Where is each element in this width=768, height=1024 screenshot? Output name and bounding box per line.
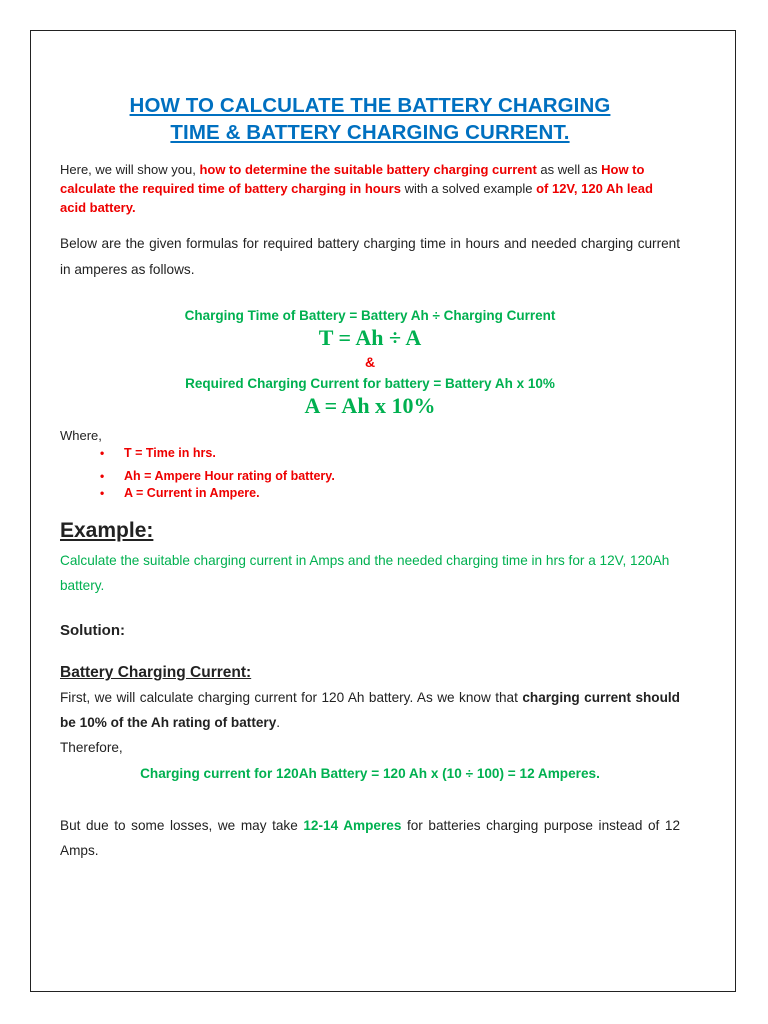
intro-text-1: Here, we will show you, [60,162,200,177]
intro-text-2: as well as [536,162,602,177]
list-item [100,468,680,485]
intro-highlight-2: How to calculate the required time of battery charging in hours [60,162,645,196]
list-item-text: Ah = Ampere Hour rating of battery. [124,469,335,483]
list-item-text: A = Current in Ampere. [124,486,260,500]
intro-highlight-1: how to determine the suitable battery charging current [199,162,537,177]
time-formula-label: Charging Time of Battery = Battery Ah ÷ Charging Current [184,308,556,323]
list-item-text: T = Time in hrs. [124,446,216,460]
formula-intro: Below are the given formulas for required battery charging time in hours and needed charging current in amperes as follows. [60,236,680,277]
time-formula-equation: T = Ah ÷ A [318,325,422,350]
charging-current-heading: Battery Charging Current: [60,664,252,681]
solution-bold-text: charging current should be 10% of the Ah rating of battery [60,690,680,730]
bullet-icon: • [100,469,105,483]
variable-list [60,445,680,502]
current-formula-equation: A = Ah x 10% [304,393,436,418]
therefore-text: Therefore, [60,740,123,755]
losses-paragraph [60,813,680,863]
intro-text-3: with a solved example [400,181,537,196]
losses-text-1: But due to some losses, we may take [60,818,304,833]
losses-text-2: for batteries charging purpose instead of 12 Amps. [60,818,681,858]
example-text: Calculate the suitable charging current in Amps and the needed charging time in hrs for a 12V, 120Ah battery. [60,553,670,593]
solution-paragraph [60,685,680,760]
calculation-line: Charging current for 120Ah Battery = 120 Ah x (10 ÷ 100) = 12 Amperes. [140,766,600,781]
current-formula-label: Required Charging Current for battery = Battery Ah x 10% [185,376,555,391]
document-content [60,92,680,863]
where-label: Where, [60,428,102,443]
losses-highlight: 12-14 Amperes [303,818,402,833]
formula-block [60,307,680,419]
title-line-2: TIME & BATTERY CHARGING CURRENT. [170,121,570,144]
solution-text-1: First, we will calculate charging current for 120 Ah battery. As we know that [60,690,523,705]
list-item [100,445,680,462]
bullet-icon: • [100,446,105,460]
solution-heading: Solution: [60,622,125,639]
intro-highlight-3: of 12V, 120 Ah lead acid battery. [60,181,653,215]
intro-paragraph [60,160,680,217]
title-line-1: HOW TO CALCULATE THE BATTERY CHARGING [129,94,611,117]
list-item [100,485,680,502]
page-title [60,92,680,146]
solution-text-2: . [276,715,281,730]
bullet-icon: • [100,486,105,500]
example-heading: Example: [60,519,154,542]
formula-ampersand: & [364,354,376,370]
